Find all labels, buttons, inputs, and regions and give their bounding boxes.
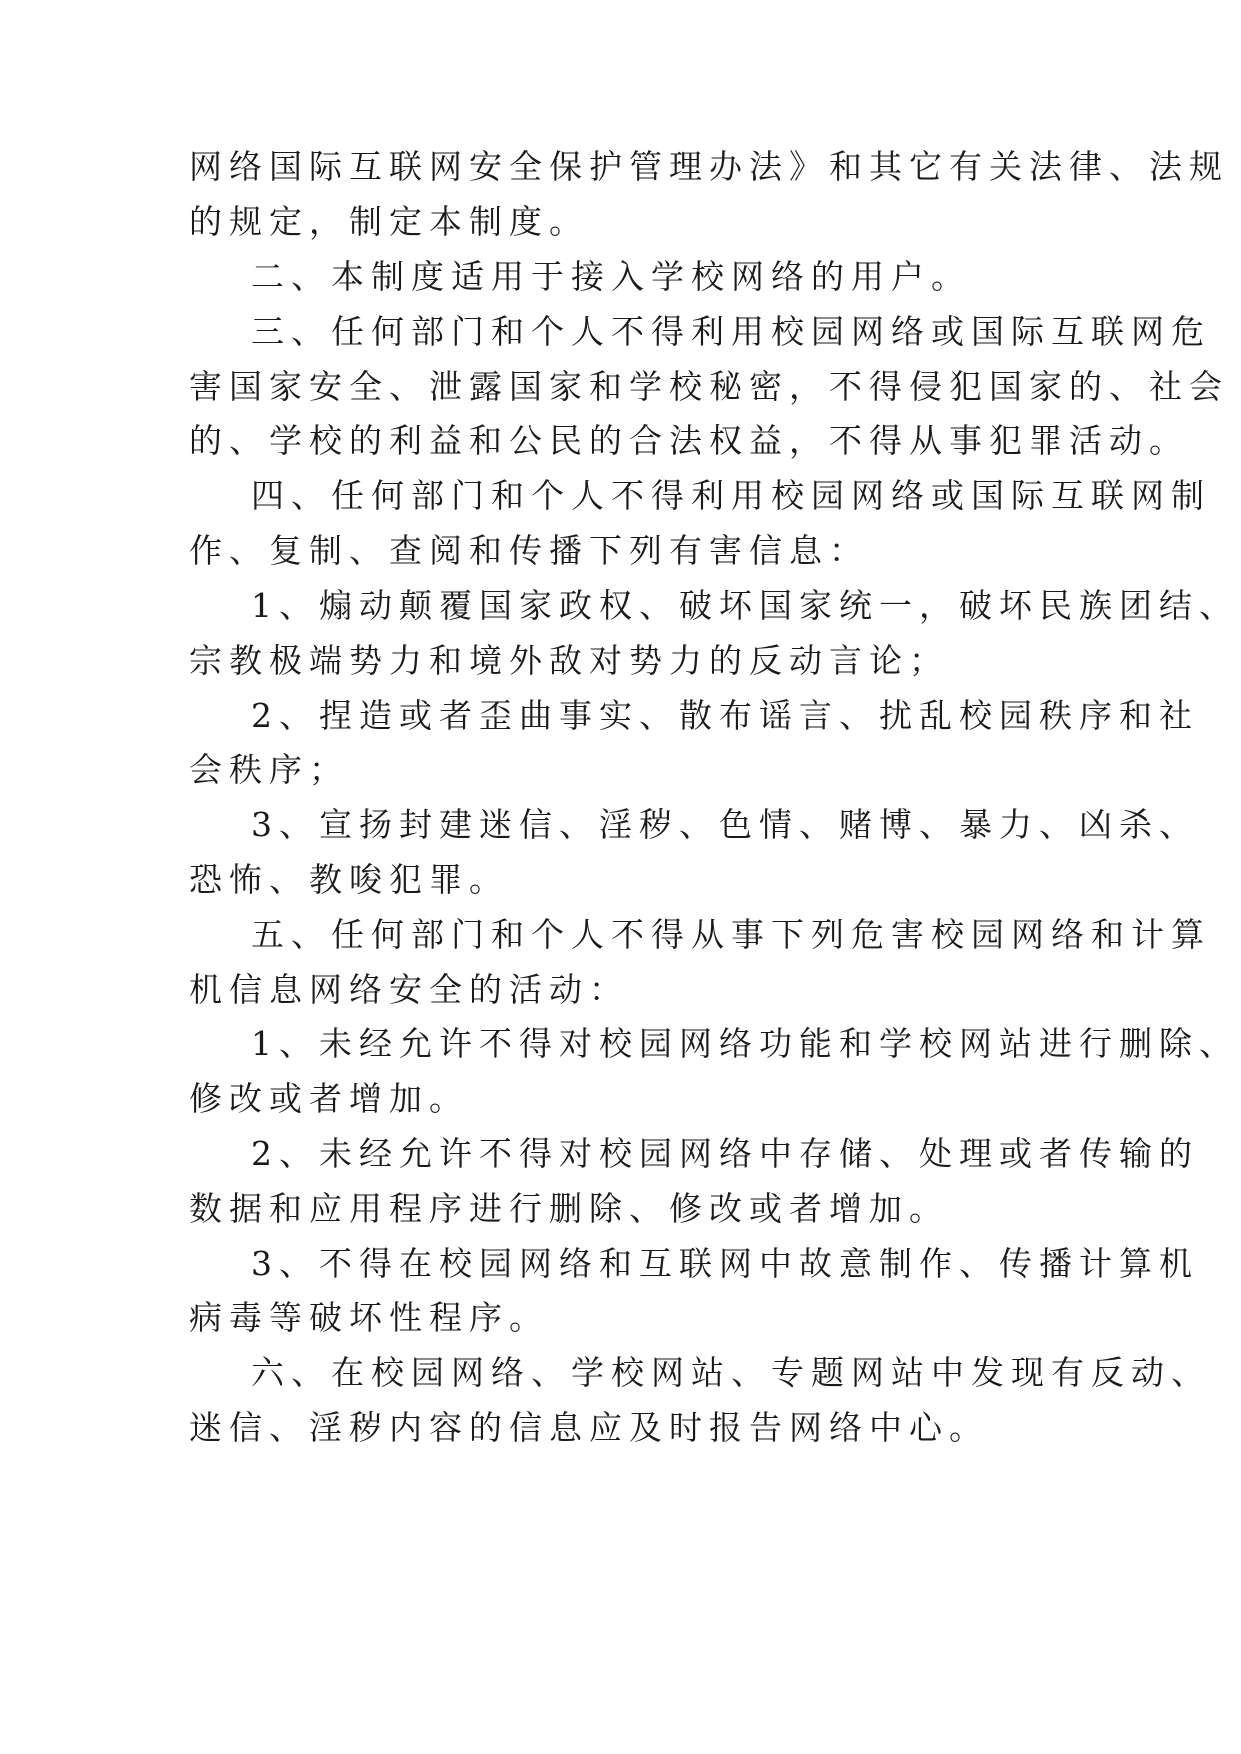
text-line: 六、在校园网络、学校网站、专题网站中发现有反动、 <box>251 1353 1211 1392</box>
text-line: 会秩序； <box>189 750 349 789</box>
text-line: 四、任何部门和个人不得利用校园网络或国际互联网制 <box>251 476 1211 515</box>
text-line: 二、本制度适用于接入学校网络的用户。 <box>251 257 971 296</box>
text-line: 宗教极端势力和境外敌对势力的反动言论； <box>189 641 949 680</box>
text-line: 三、任何部门和个人不得利用校园网络或国际互联网危 <box>251 312 1211 351</box>
text-line: 的、学校的利益和公民的合法权益，不得从事犯罪活动。 <box>189 421 1189 460</box>
text-line: 1、煽动颠覆国家政权、破坏国家统一，破坏民族团结、 <box>251 586 1239 625</box>
text-line: 网络国际互联网安全保护管理办法》和其它有关法律、法规 <box>189 147 1229 186</box>
text-line: 2、未经允许不得对校园网络中存储、处理或者传输的 <box>251 1134 1199 1173</box>
text-line: 病毒等破坏性程序。 <box>189 1298 549 1337</box>
text-line: 3、不得在校园网络和互联网中故意制作、传播计算机 <box>251 1244 1199 1283</box>
text-line: 数据和应用程序进行删除、修改或者增加。 <box>189 1189 949 1228</box>
text-line: 作、复制、查阅和传播下列有害信息： <box>189 531 869 570</box>
text-line: 害国家安全、泄露国家和学校秘密，不得侵犯国家的、社会 <box>189 367 1229 406</box>
text-line: 修改或者增加。 <box>189 1079 469 1118</box>
text-line: 五、任何部门和个人不得从事下列危害校园网络和计算 <box>251 915 1211 954</box>
text-line: 3、宣扬封建迷信、淫秽、色情、赌博、暴力、凶杀、 <box>251 805 1199 844</box>
text-line: 1、未经允许不得对校园网络功能和学校网站进行删除、 <box>251 1024 1239 1063</box>
text-line: 恐怖、教唆犯罪。 <box>189 860 509 899</box>
text-line: 2、捏造或者歪曲事实、散布谣言、扰乱校园秩序和社 <box>251 696 1199 735</box>
text-line: 的规定，制定本制度。 <box>189 202 589 241</box>
text-line: 机信息网络安全的活动： <box>189 970 629 1009</box>
text-line: 迷信、淫秽内容的信息应及时报告网络中心。 <box>189 1408 989 1447</box>
